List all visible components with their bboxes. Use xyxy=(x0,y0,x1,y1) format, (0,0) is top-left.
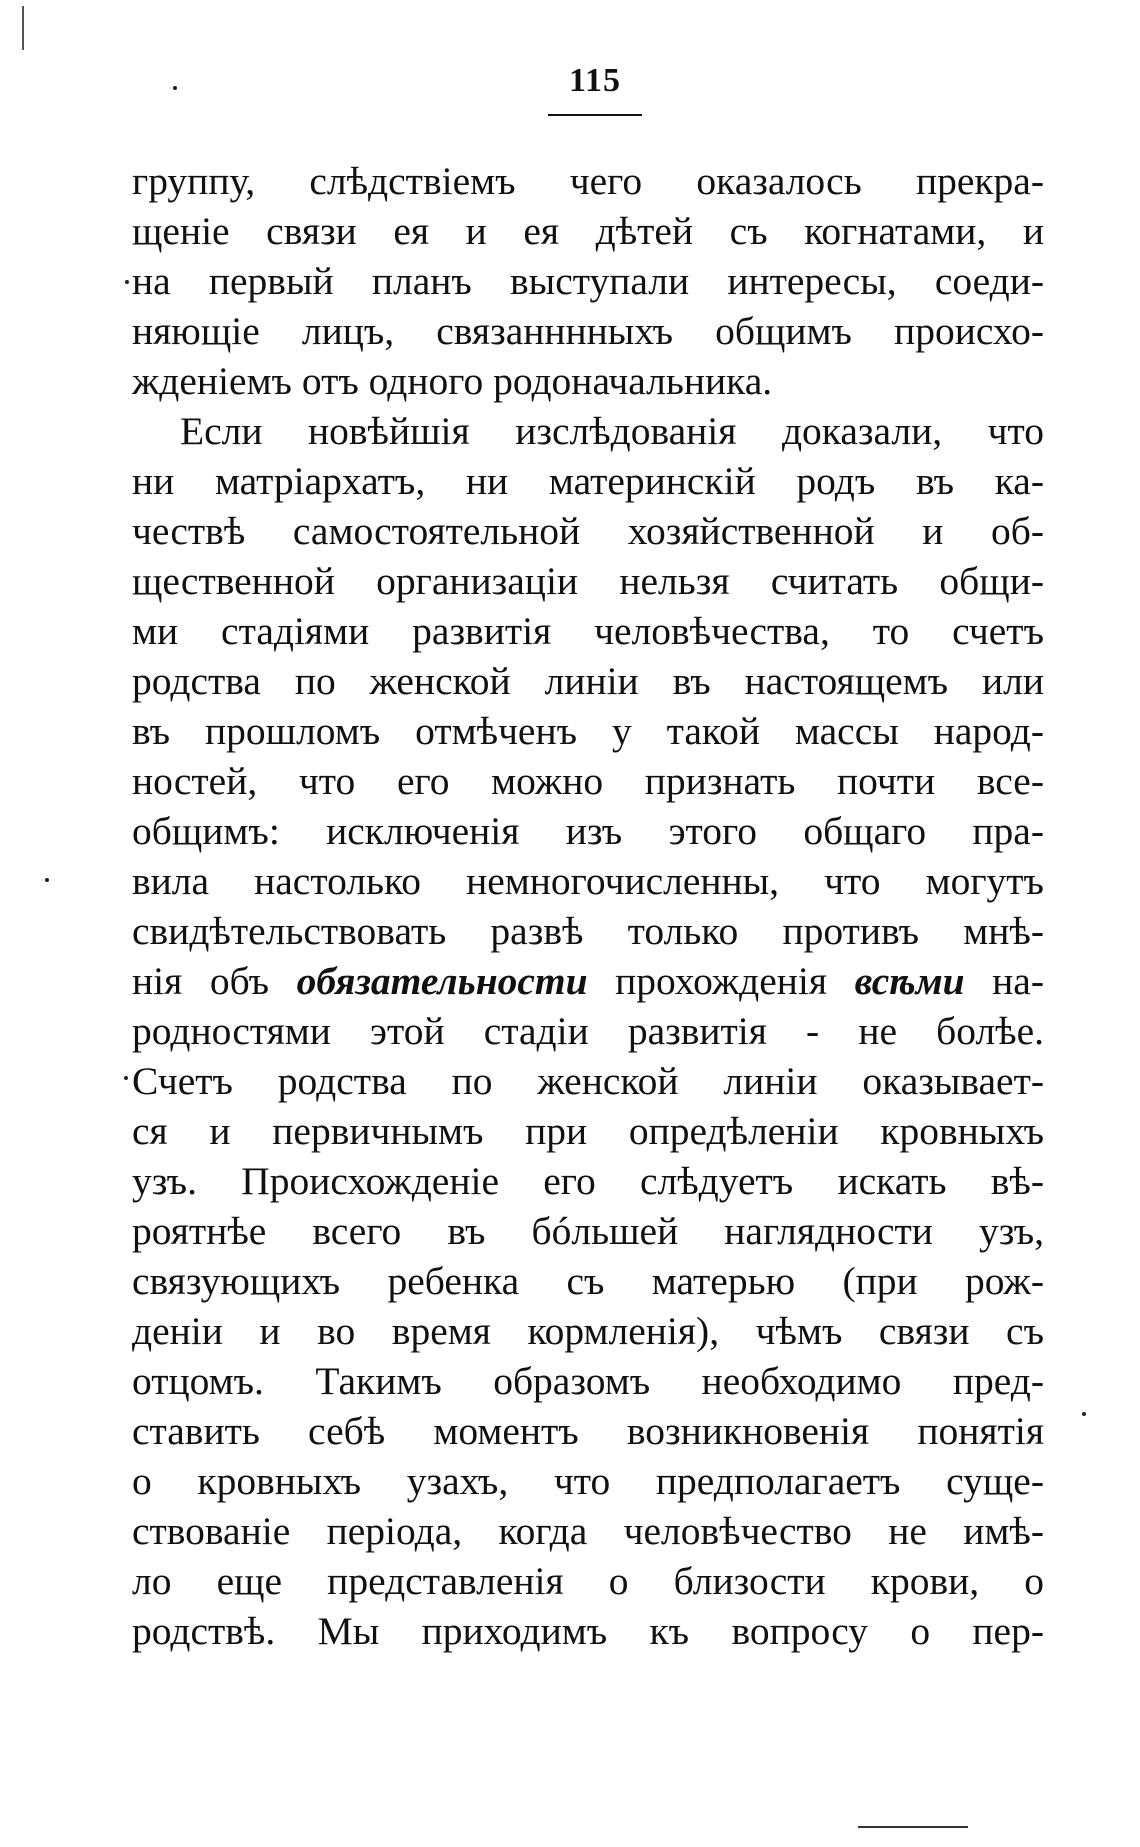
text-line: роятнѣе всего въ бóльшей наглядности узъ, xyxy=(132,1209,1044,1253)
text-line-with-emphasis xyxy=(132,956,1044,1006)
text-line: ностей, что его можно признать почти все- xyxy=(132,759,1044,803)
text-line: ло еще представленія о близости крови, о xyxy=(132,1559,1044,1603)
text-line: отцомъ. Такимъ образомъ необходимо пред- xyxy=(132,1359,1044,1403)
text-line: о кровныхъ узахъ, что предполагаетъ суще- xyxy=(132,1459,1044,1503)
print-speck xyxy=(125,280,129,284)
text-line: ми стадіями развитія человѣчества, то счетъ xyxy=(132,609,1044,653)
body-text xyxy=(132,156,1044,1656)
emphasized-word: всѣми xyxy=(854,959,965,1003)
text-line: связующихъ ребенка съ матерью (при рож- xyxy=(132,1259,1044,1303)
text-line: ствованіе періода, когда человѣчество не имѣ- xyxy=(132,1509,1044,1553)
text-line: свидѣтельствовать развѣ только противъ мнѣ- xyxy=(132,909,1044,953)
text-fragment: прохожденія xyxy=(587,959,855,1003)
text-line: узъ. Происхожденіе его слѣдуетъ искать вѣ- xyxy=(132,1159,1044,1203)
text-line: Счетъ родства по женской линіи оказывает- xyxy=(132,1059,1044,1103)
scan-edge-mark xyxy=(22,6,24,50)
text-line: вила настолько немногочисленны, что могутъ xyxy=(132,859,1044,903)
text-line: родства по женской линіи въ настоящемъ или xyxy=(132,659,1044,703)
text-line: ся и первичнымъ при опредѣленіи кровныхъ xyxy=(132,1109,1044,1153)
text-line: ставить себѣ моментъ возникновенія понятія xyxy=(132,1409,1044,1453)
paragraph-first-line: Если новѣйшія изслѣдованія доказали, что xyxy=(180,409,1044,453)
text-line: въ прошломъ отмѣченъ у такой массы народ- xyxy=(132,709,1044,753)
footer-rule xyxy=(858,1826,968,1828)
text-line: няющіе лицъ, связанннныхъ общимъ происхо- xyxy=(132,309,1044,353)
text-line: ни матріархатъ, ни материнскій родъ въ ка- xyxy=(132,459,1044,503)
page-number: 115 xyxy=(568,62,622,99)
text-line: деніи и во время кормленія), чѣмъ связи съ xyxy=(132,1309,1044,1353)
text-line: щественной организаціи нельзя считать общи- xyxy=(132,559,1044,603)
text-line: родствѣ. Мы приходимъ къ вопросу о пер- xyxy=(132,1609,1044,1653)
text-fragment: на- xyxy=(964,959,1044,1003)
print-speck xyxy=(1082,1412,1086,1416)
text-line: жденіемъ отъ одного родоначальника. xyxy=(132,359,773,403)
text-line: щеніе связи ея и ея дѣтей съ когнатами, и xyxy=(132,209,1044,253)
header-rule xyxy=(548,114,642,116)
text-line: общимъ: исключенія изъ этого общаго пра- xyxy=(132,809,1044,853)
text-line: чествѣ самостоятельной хозяйственной и об- xyxy=(132,509,1044,553)
print-speck xyxy=(45,878,49,882)
text-line: родностями этой стадіи развитія - не болѣе. xyxy=(132,1009,1044,1053)
print-speck xyxy=(173,86,177,90)
print-speck xyxy=(124,1076,128,1080)
text-fragment: нія объ xyxy=(132,959,297,1003)
emphasized-word: обязательности xyxy=(296,959,588,1003)
text-line: группу, слѣдствіемъ чего оказалось прекра- xyxy=(132,159,1044,203)
text-line: на первый планъ выступали интересы, соеди- xyxy=(132,259,1044,303)
